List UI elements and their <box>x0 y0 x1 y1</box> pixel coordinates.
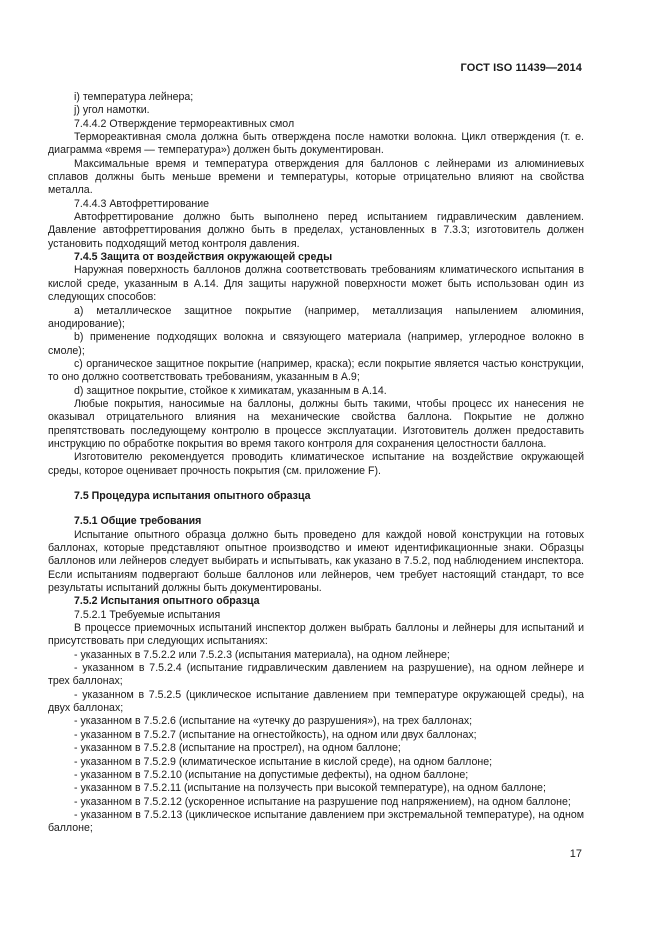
list-item-a: a) металлическое защитное покрытие (например, металлизация напылением алюминия, анодирование); <box>48 304 584 330</box>
page-body <box>48 91 584 836</box>
list-item: - указанных в 7.5.2.2 или 7.5.2.3 (испытания материала), на одном лейнере; <box>74 648 450 661</box>
list-item-i: i) температура лейнера; <box>74 91 194 103</box>
paragraph: Термореактивная смола должна быть отверждена после намотки волокна. Цикл отверждения (т. е. диаграмма «время — температура») должен быть документирован. <box>48 131 584 157</box>
paragraph: Изготовителю рекомендуется проводить климатическое испытание на воздействие окружающей среды, которое оценивает прочность покрытия (см. приложение F). <box>48 451 584 477</box>
list-item: - указанном в 7.5.2.10 (испытание на допустимые дефекты), на одном баллоне; <box>74 768 469 781</box>
section-heading-7-5-1: 7.5.1 Общие требования <box>74 515 202 528</box>
list-item-d: d) защитное покрытие, стойкое к химикатам, указанным в А.14. <box>74 384 387 397</box>
paragraph: Автофреттирование должно быть выполнено перед испытанием гидравлическим давлением. Давление автофреттирования должно быть в пределах, установленных в 7.3.3; изготовитель должен установить подходящий метод контроля давления. <box>48 211 584 250</box>
section-heading-7-5-2: 7.5.2 Испытания опытного образца <box>74 595 260 608</box>
list-item-c: c) органическое защитное покрытие (например, краска); если покрытие является частью конструкции, то оно должно соответствовать требованиям, указанным в А.9; <box>48 357 584 384</box>
list-item: - указанном в 7.5.2.9 (климатическое испытание в кислой среде), на одном баллоне; <box>74 755 493 768</box>
list-item: - указанном в 7.5.2.6 (испытание на «утечку до разрушения»), на трех баллонах; <box>74 715 473 728</box>
page-number: 17 <box>569 848 582 860</box>
list-item-j: j) угол намотки. <box>74 104 150 117</box>
section-heading-7-5: 7.5 Процедура испытания опытного образца <box>74 489 311 502</box>
paragraph: Испытание опытного образца должно быть проведено для каждой новой конструкции на готовых баллонах, которые представляют опытное производство и имеют идентификационные знаки. Образцы баллонов или лейнеров следует выбирать и испытывать, как указано в 7.5.2, под наблюдением инспектора. Если испытаниям подвергают больше баллонов или лейнеров, чем требует настоящий стандарт, то все результаты испытаний должны быть документированы. <box>48 528 584 595</box>
subsection-heading-7-4-4-3: 7.4.4.3 Автофреттирование <box>74 197 210 210</box>
paragraph: Наружная поверхность баллонов должна соответствовать требованиям климатического испытания в кислой среде, указанным в А.14. Для защиты наружной поверхности может быть использован один из следующих способов: <box>48 264 584 304</box>
section-heading-7-4-5: 7.4.5 Защита от воздействия окружающей среды <box>74 251 333 264</box>
list-item: - указанном в 7.5.2.5 (циклическое испытание давлением при температуре окружающей среды), на двух баллонах; <box>48 688 584 715</box>
list-item: - указанном в 7.5.2.12 (ускоренное испытание на разрушение под напряжением), на одном баллоне; <box>74 795 571 808</box>
list-item: - указанном в 7.5.2.11 (испытание на ползучесть при высокой температуре), на одном баллоне; <box>74 782 546 795</box>
list-item: - указанном в 7.5.2.4 (испытание гидравлическим давлением на разрушение), на одном лейнере и трех баллонах; <box>48 662 584 688</box>
list-item: - указанном в 7.5.2.7 (испытание на огнестойкость), на одном или двух баллонах; <box>74 728 477 741</box>
subsection-heading-7-5-2-1: 7.5.2.1 Требуемые испытания <box>74 608 221 621</box>
list-item: - указанном в 7.5.2.8 (испытание на прострел), на одном баллоне; <box>74 742 401 755</box>
list-item-b: b) применение подходящих волокна и связующего материала (например, углеродное волокно в смоле); <box>48 331 584 357</box>
list-item: - указанном в 7.5.2.13 (циклическое испытание давлением при экстремальной температуре), на одном баллоне; <box>48 808 584 835</box>
subsection-heading-7-4-4-2: 7.4.4.2 Отверждение термореактивных смол <box>74 117 295 130</box>
page-header-standard: ГОСТ ISO 11439—2014 <box>460 62 582 74</box>
paragraph: Максимальные время и температура отверждения для баллонов с лейнерами из алюминиевых сплавов должны быть меньше времени и температуры, которые отрицательно влияют на свойства металла. <box>48 157 584 197</box>
paragraph: Любые покрытия, наносимые на баллоны, должны быть такими, чтобы процесс их нанесения не оказывал отрицательного влияния на механические свойства баллона. Покрытие не должно препятствовать последующему контролю в процессе эксплуатации. Изготовитель должен предоставить инструкцию по обработке покрытия во время такого контроля для сохранения целостности баллона. <box>48 397 584 450</box>
paragraph: В процессе приемочных испытаний инспектор должен выбрать баллоны и лейнеры для испытаний и присутствовать при следующих испытаниях: <box>48 622 584 648</box>
